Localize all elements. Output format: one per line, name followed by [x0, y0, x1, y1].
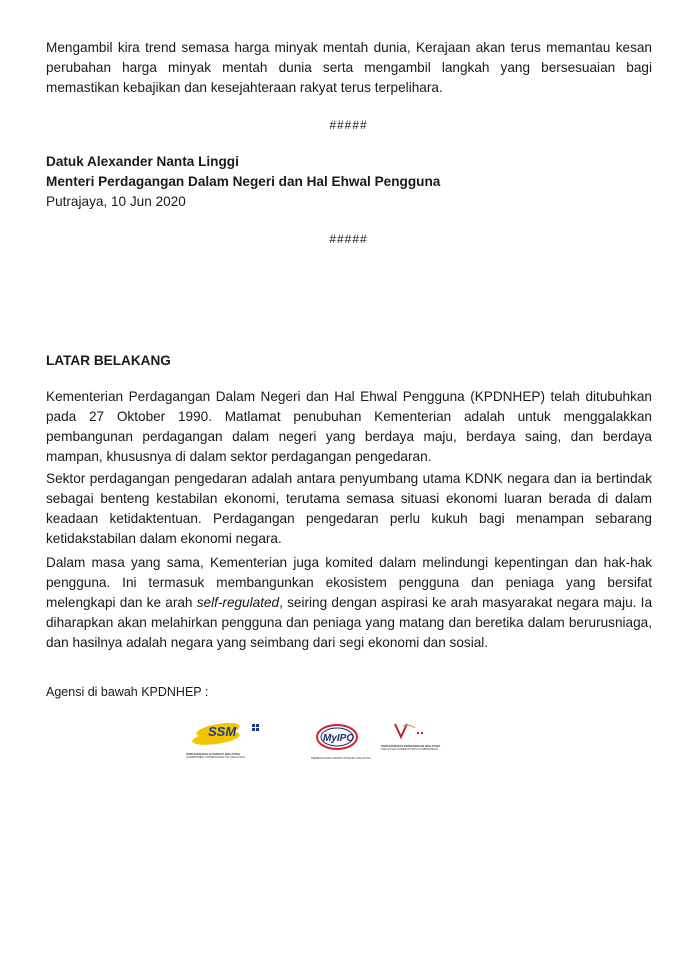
ssm-caption-2: COMPANIES COMMISSION OF MALAYSIA	[186, 755, 245, 759]
signatory-title: Menteri Perdagangan Dalam Negeri dan Hal Ehwal Pengguna	[46, 174, 441, 189]
signatory-name: Datuk Alexander Nanta Linggi	[46, 154, 239, 169]
mycc-caption-2: MALAYSIA COMPETITION COMMISSION	[381, 747, 438, 751]
ssm-caption-1: SURUHANJAYA SYARIKAT MALAYSIA	[186, 752, 241, 756]
intro-paragraph: Mengambil kira trend semasa harga minyak mentah dunia, Kerajaan akan terus memantau kesan perubahan harga minyak mentah dunia serta mengambil langkah yang bersesuaian bagi memastikan kebajikan dan kesejahteraan rakyat terus terpelihara.	[46, 40, 652, 95]
separator-mark: #####	[329, 232, 368, 246]
ssm-logo-text: SSM	[208, 724, 237, 739]
ssm-logo-icon	[186, 718, 264, 748]
separator-mark: #####	[329, 118, 368, 132]
paragraph-text: , seiring dengan aspirasi ke arah masyarakat negara maju. Ia diharapkan akan melahirkan pengguna dan peniaga yang matang dan beretika dalam berurusniaga, dan hasilnya adalah negara yang seimbang dari segi ekonomi dan sosial.	[46, 595, 653, 650]
background-paragraph-2: Sektor perdagangan pengedaran adalah antara penyumbang utama KDNK negara dan ia bertindak sebagai benteng kestabilan ekonomi, terutama semasa situasi ekonomi luaran berada di dalam keadaan ketidaktentuan. Perdagangan pengedaran perlu kukuh bagi menampan sebarang ketidakstabilan dalam ekonomi negara.	[46, 471, 652, 546]
section-heading: LATAR BELAKANG	[46, 353, 171, 368]
ssm-logo	[186, 718, 264, 758]
place-date: Putrajaya, 10 Jun 2020	[46, 194, 186, 209]
background-paragraph-1: Kementerian Perdagangan Dalam Negeri dan Hal Ehwal Pengguna (KPDNHEP) telah ditubuhkan pada 27 Oktober 1990. Matlamat penubuhan Kementerian adalah untuk menggalakkan pembangunan perdagangan dalam negeri yang berdaya maju, berdaya saing, dan berdaya mampan, khususnya di dalam sektor perdagangan pengedaran.	[46, 389, 652, 464]
myipo-logo-text: MyIPO	[323, 733, 355, 744]
mycc-logo-icon	[381, 722, 453, 740]
myipo-logo-icon	[311, 722, 363, 752]
myipo-logo	[311, 722, 372, 762]
italic-term: self-regulated	[196, 595, 280, 610]
myipo-caption: PERBADANAN HARTA INTELEK MALAYSIA	[311, 756, 372, 760]
background-paragraph-3	[46, 553, 652, 653]
paragraph-text: Dalam masa yang sama, Kementerian juga komited dalam melindungi kepentingan dan hak-hak pengguna. Ini termasuk membangunkan ekosistem pengguna dan peniaga yang bersifat melengkapi dan ke arah	[46, 555, 652, 610]
mycc-logo	[381, 722, 453, 758]
mycc-caption-1: SURUHANJAYA PERSAINGAN MALAYSIA	[381, 744, 441, 748]
agencies-label: Agensi di bawah KPDNHEP :	[46, 685, 209, 699]
